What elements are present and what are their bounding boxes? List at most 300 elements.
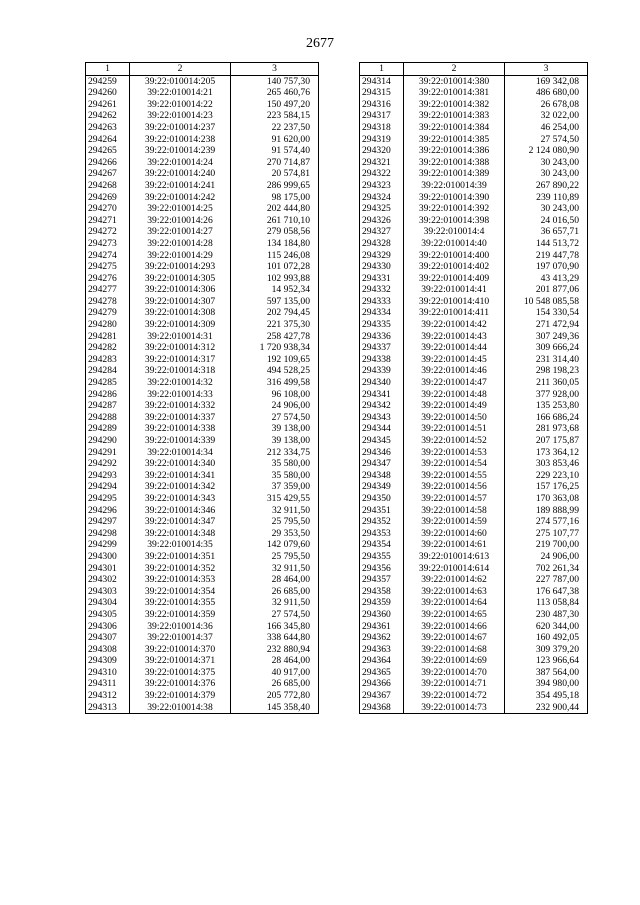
table-row <box>86 586 319 598</box>
table-row <box>360 365 588 377</box>
table-row <box>360 412 588 424</box>
cadastral-number: 39:22:010014:306 <box>130 284 231 296</box>
cadastral-value: 192 109,65 <box>231 354 319 366</box>
table-row <box>86 481 319 493</box>
table-row <box>86 134 319 146</box>
cadastral-number: 39:22:010014:240 <box>130 168 231 180</box>
table-row <box>360 423 588 435</box>
row-number: 294313 <box>86 702 130 714</box>
cadastral-number: 39:22:010014:354 <box>130 586 231 598</box>
row-number: 294290 <box>86 435 130 447</box>
row-number: 294286 <box>86 389 130 401</box>
table-row <box>360 110 588 122</box>
cadastral-value: 91 574,40 <box>231 145 319 157</box>
row-number: 294315 <box>360 87 404 99</box>
table-row <box>86 400 319 412</box>
cadastral-number: 39:22:010014:317 <box>130 354 231 366</box>
cadastral-number: 39:22:010014:63 <box>404 586 505 598</box>
cadastral-value: 26 685,00 <box>231 678 319 690</box>
cadastral-value: 1 720 938,34 <box>231 342 319 354</box>
row-number: 294265 <box>86 145 130 157</box>
cadastral-number: 39:22:010014:46 <box>404 365 505 377</box>
cadastral-value: 26 678,08 <box>505 99 588 111</box>
cadastral-number: 39:22:010014:59 <box>404 516 505 528</box>
table-row <box>360 354 588 366</box>
row-number: 294363 <box>360 644 404 656</box>
row-number: 294357 <box>360 574 404 586</box>
cadastral-number: 39:22:010014:389 <box>404 168 505 180</box>
table-row <box>360 435 588 447</box>
cadastral-value: 29 353,50 <box>231 528 319 540</box>
row-number: 294324 <box>360 192 404 204</box>
cadastral-number: 39:22:010014:60 <box>404 528 505 540</box>
cadastral-value: 338 644,80 <box>231 632 319 644</box>
cadastral-number: 39:22:010014:32 <box>130 377 231 389</box>
cadastral-value: 166 686,24 <box>505 412 588 424</box>
cadastral-number: 39:22:010014:307 <box>130 296 231 308</box>
table-row <box>360 342 588 354</box>
cadastral-value: 26 685,00 <box>231 586 319 598</box>
cadastral-number: 39:22:010014:28 <box>130 238 231 250</box>
cadastral-value: 40 917,00 <box>231 667 319 679</box>
table-row <box>360 609 588 621</box>
table-row <box>86 168 319 180</box>
row-number: 294348 <box>360 470 404 482</box>
cadastral-value: 30 243,00 <box>505 168 588 180</box>
cadastral-number: 39:22:010014:375 <box>130 667 231 679</box>
row-number: 294297 <box>86 516 130 528</box>
row-number: 294323 <box>360 180 404 192</box>
table-row <box>86 75 319 87</box>
row-number: 294344 <box>360 423 404 435</box>
cadastral-number: 39:22:010014:241 <box>130 180 231 192</box>
row-number: 294330 <box>360 261 404 273</box>
row-number: 294310 <box>86 667 130 679</box>
table-row <box>86 354 319 366</box>
cadastral-value: 169 342,08 <box>505 75 588 87</box>
table-row <box>360 678 588 690</box>
cadastral-number: 39:22:010014:305 <box>130 273 231 285</box>
table-row <box>360 168 588 180</box>
row-number: 294270 <box>86 203 130 215</box>
cadastral-number: 39:22:010014:4 <box>404 226 505 238</box>
row-number: 294303 <box>86 586 130 598</box>
cadastral-number: 39:22:010014:383 <box>404 110 505 122</box>
row-number: 294362 <box>360 632 404 644</box>
row-number: 294311 <box>86 678 130 690</box>
cadastral-value: 354 495,18 <box>505 690 588 702</box>
cadastral-number: 39:22:010014:24 <box>130 157 231 169</box>
table-row <box>86 377 319 389</box>
cadastral-number: 39:22:010014:47 <box>404 377 505 389</box>
cadastral-number: 39:22:010014:352 <box>130 563 231 575</box>
cadastral-value: 207 175,87 <box>505 435 588 447</box>
cadastral-number: 39:22:010014:57 <box>404 493 505 505</box>
row-number: 294275 <box>86 261 130 273</box>
table-row <box>360 574 588 586</box>
row-number: 294325 <box>360 203 404 215</box>
row-number: 294346 <box>360 447 404 459</box>
cadastral-value: 123 966,64 <box>505 655 588 667</box>
cadastral-value: 274 577,16 <box>505 516 588 528</box>
cadastral-number: 39:22:010014:68 <box>404 644 505 656</box>
table-row <box>360 215 588 227</box>
table-row <box>360 528 588 540</box>
row-number: 294314 <box>360 75 404 87</box>
cadastral-value: 101 072,28 <box>231 261 319 273</box>
cadastral-value: 221 375,30 <box>231 319 319 331</box>
table-row <box>360 307 588 319</box>
left-table <box>85 62 319 714</box>
cadastral-number: 39:22:010014:384 <box>404 122 505 134</box>
row-number: 294352 <box>360 516 404 528</box>
table-row <box>360 516 588 528</box>
row-number: 294349 <box>360 481 404 493</box>
table-row <box>360 226 588 238</box>
row-number: 294295 <box>86 493 130 505</box>
cadastral-number: 39:22:010014:402 <box>404 261 505 273</box>
row-number: 294367 <box>360 690 404 702</box>
table-row <box>360 667 588 679</box>
cadastral-value: 20 574,81 <box>231 168 319 180</box>
cadastral-number: 39:22:010014:40 <box>404 238 505 250</box>
table-row <box>86 505 319 517</box>
cadastral-value: 98 175,00 <box>231 192 319 204</box>
cadastral-number: 39:22:010014:359 <box>130 609 231 621</box>
row-number: 294335 <box>360 319 404 331</box>
cadastral-value: 219 700,00 <box>505 539 588 551</box>
cadastral-value: 28 464,00 <box>231 574 319 586</box>
table-row <box>86 215 319 227</box>
row-number: 294351 <box>360 505 404 517</box>
row-number: 294312 <box>86 690 130 702</box>
row-number: 294277 <box>86 284 130 296</box>
cadastral-number: 39:22:010014:37 <box>130 632 231 644</box>
table-row <box>360 539 588 551</box>
row-number: 294336 <box>360 331 404 343</box>
column-header: 2 <box>130 63 231 76</box>
cadastral-value: 170 363,08 <box>505 493 588 505</box>
row-number: 294320 <box>360 145 404 157</box>
cadastral-value: 10 548 085,58 <box>505 296 588 308</box>
table-row <box>360 203 588 215</box>
cadastral-value: 173 364,12 <box>505 447 588 459</box>
cadastral-number: 39:22:010014:64 <box>404 597 505 609</box>
cadastral-value: 160 492,05 <box>505 632 588 644</box>
row-number: 294327 <box>360 226 404 238</box>
row-number: 294333 <box>360 296 404 308</box>
cadastral-value: 494 528,25 <box>231 365 319 377</box>
cadastral-value: 309 379,20 <box>505 644 588 656</box>
cadastral-number: 39:22:010014:35 <box>130 539 231 551</box>
row-number: 294261 <box>86 99 130 111</box>
cadastral-value: 702 261,34 <box>505 563 588 575</box>
row-number: 294284 <box>86 365 130 377</box>
cadastral-number: 39:22:010014:58 <box>404 505 505 517</box>
cadastral-number: 39:22:010014:318 <box>130 365 231 377</box>
cadastral-number: 39:22:010014:69 <box>404 655 505 667</box>
table-row <box>86 516 319 528</box>
row-number: 294355 <box>360 551 404 563</box>
cadastral-value: 135 253,80 <box>505 400 588 412</box>
row-number: 294338 <box>360 354 404 366</box>
row-number: 294267 <box>86 168 130 180</box>
table-row <box>86 99 319 111</box>
row-number: 294350 <box>360 493 404 505</box>
cadastral-value: 315 429,55 <box>231 493 319 505</box>
cadastral-value: 270 714,87 <box>231 157 319 169</box>
cadastral-value: 14 952,34 <box>231 284 319 296</box>
cadastral-value: 96 108,00 <box>231 389 319 401</box>
table-row <box>86 632 319 644</box>
row-number: 294282 <box>86 342 130 354</box>
row-number: 294268 <box>86 180 130 192</box>
cadastral-value: 25 795,50 <box>231 516 319 528</box>
cadastral-number: 39:22:010014:371 <box>130 655 231 667</box>
table-row <box>360 157 588 169</box>
cadastral-value: 258 427,78 <box>231 331 319 343</box>
table-row <box>86 690 319 702</box>
cadastral-number: 39:22:010014:312 <box>130 342 231 354</box>
table-row <box>86 458 319 470</box>
row-number: 294281 <box>86 331 130 343</box>
row-number: 294354 <box>360 539 404 551</box>
table-row <box>86 435 319 447</box>
row-number: 294287 <box>86 400 130 412</box>
cadastral-number: 39:22:010014:379 <box>130 690 231 702</box>
row-number: 294294 <box>86 481 130 493</box>
cadastral-number: 39:22:010014:61 <box>404 539 505 551</box>
cadastral-number: 39:22:010014:71 <box>404 678 505 690</box>
table-row <box>86 667 319 679</box>
cadastral-number: 39:22:010014:72 <box>404 690 505 702</box>
row-number: 294321 <box>360 157 404 169</box>
table-row <box>86 574 319 586</box>
row-number: 294342 <box>360 400 404 412</box>
cadastral-value: 102 993,88 <box>231 273 319 285</box>
cadastral-value: 142 079,60 <box>231 539 319 551</box>
cadastral-number: 39:22:010014:38 <box>130 702 231 714</box>
table-row <box>360 192 588 204</box>
cadastral-number: 39:22:010014:332 <box>130 400 231 412</box>
cadastral-value: 223 584,15 <box>231 110 319 122</box>
cadastral-value: 227 787,00 <box>505 574 588 586</box>
cadastral-value: 231 314,40 <box>505 354 588 366</box>
cadastral-number: 39:22:010014:385 <box>404 134 505 146</box>
cadastral-value: 205 772,80 <box>231 690 319 702</box>
cadastral-value: 145 358,40 <box>231 702 319 714</box>
cadastral-value: 271 472,94 <box>505 319 588 331</box>
table-row <box>86 389 319 401</box>
table-row <box>86 307 319 319</box>
row-number: 294318 <box>360 122 404 134</box>
column-header: 2 <box>404 63 505 76</box>
row-number: 294308 <box>86 644 130 656</box>
cadastral-number: 39:22:010014:26 <box>130 215 231 227</box>
table-row <box>360 493 588 505</box>
cadastral-value: 36 657,71 <box>505 226 588 238</box>
cadastral-value: 387 564,00 <box>505 667 588 679</box>
cadastral-number: 39:22:010014:39 <box>404 180 505 192</box>
table-row <box>360 632 588 644</box>
row-number: 294291 <box>86 447 130 459</box>
cadastral-number: 39:22:010014:376 <box>130 678 231 690</box>
row-number: 294262 <box>86 110 130 122</box>
row-number: 294260 <box>86 87 130 99</box>
row-number: 294293 <box>86 470 130 482</box>
row-number: 294326 <box>360 215 404 227</box>
table-row <box>360 655 588 667</box>
row-number: 294365 <box>360 667 404 679</box>
cadastral-value: 394 980,00 <box>505 678 588 690</box>
table-row <box>360 296 588 308</box>
cadastral-value: 28 464,00 <box>231 655 319 667</box>
table-row <box>86 493 319 505</box>
cadastral-number: 39:22:010014:239 <box>130 145 231 157</box>
table-row <box>86 261 319 273</box>
row-number: 294341 <box>360 389 404 401</box>
table-row <box>360 505 588 517</box>
row-number: 294364 <box>360 655 404 667</box>
table-row <box>86 145 319 157</box>
cadastral-number: 39:22:010014:73 <box>404 702 505 714</box>
row-number: 294329 <box>360 250 404 262</box>
row-number: 294273 <box>86 238 130 250</box>
cadastral-value: 230 487,30 <box>505 609 588 621</box>
cadastral-number: 39:22:010014:398 <box>404 215 505 227</box>
table-row <box>360 621 588 633</box>
cadastral-value: 265 460,76 <box>231 87 319 99</box>
row-number: 294304 <box>86 597 130 609</box>
cadastral-value: 232 900,44 <box>505 702 588 714</box>
row-number: 294358 <box>360 586 404 598</box>
cadastral-value: 275 107,77 <box>505 528 588 540</box>
table-row <box>86 644 319 656</box>
table-row <box>360 122 588 134</box>
row-number: 294276 <box>86 273 130 285</box>
table-row <box>360 180 588 192</box>
cadastral-value: 35 580,00 <box>231 470 319 482</box>
cadastral-number: 39:22:010014:339 <box>130 435 231 447</box>
cadastral-value: 25 795,50 <box>231 551 319 563</box>
cadastral-value: 202 794,45 <box>231 307 319 319</box>
cadastral-value: 189 888,99 <box>505 505 588 517</box>
cadastral-value: 30 243,00 <box>505 157 588 169</box>
cadastral-number: 39:22:010014:67 <box>404 632 505 644</box>
right-table-body <box>360 63 588 714</box>
table-row <box>360 400 588 412</box>
row-number: 294264 <box>86 134 130 146</box>
header-row <box>360 63 588 76</box>
cadastral-value: 267 890,22 <box>505 180 588 192</box>
cadastral-value: 154 330,54 <box>505 307 588 319</box>
cadastral-number: 39:22:010014:65 <box>404 609 505 621</box>
row-number: 294309 <box>86 655 130 667</box>
table-row <box>86 563 319 575</box>
cadastral-value: 32 911,50 <box>231 563 319 575</box>
cadastral-value: 32 911,50 <box>231 597 319 609</box>
cadastral-value: 39 138,00 <box>231 423 319 435</box>
cadastral-number: 39:22:010014:613 <box>404 551 505 563</box>
row-number: 294259 <box>86 75 130 87</box>
cadastral-number: 39:22:010014:355 <box>130 597 231 609</box>
row-number: 294353 <box>360 528 404 540</box>
row-number: 294331 <box>360 273 404 285</box>
cadastral-value: 239 110,89 <box>505 192 588 204</box>
cadastral-value: 43 413,29 <box>505 273 588 285</box>
column-header: 3 <box>505 63 588 76</box>
cadastral-number: 39:22:010014:56 <box>404 481 505 493</box>
cadastral-value: 46 254,00 <box>505 122 588 134</box>
cadastral-value: 91 620,00 <box>231 134 319 146</box>
cadastral-value: 24 906,00 <box>231 400 319 412</box>
table-row <box>86 597 319 609</box>
cadastral-value: 140 757,30 <box>231 75 319 87</box>
cadastral-number: 39:22:010014:409 <box>404 273 505 285</box>
cadastral-value: 150 497,20 <box>231 99 319 111</box>
row-number: 294306 <box>86 621 130 633</box>
table-row <box>86 528 319 540</box>
cadastral-value: 166 345,80 <box>231 621 319 633</box>
cadastral-number: 39:22:010014:390 <box>404 192 505 204</box>
table-row <box>86 342 319 354</box>
cadastral-number: 39:22:010014:31 <box>130 331 231 343</box>
cadastral-number: 39:22:010014:614 <box>404 563 505 575</box>
cadastral-number: 39:22:010014:42 <box>404 319 505 331</box>
cadastral-number: 39:22:010014:309 <box>130 319 231 331</box>
row-number: 294322 <box>360 168 404 180</box>
row-number: 294288 <box>86 412 130 424</box>
cadastral-value: 134 184,80 <box>231 238 319 250</box>
table-row <box>86 551 319 563</box>
row-number: 294328 <box>360 238 404 250</box>
table-row <box>360 273 588 285</box>
table-row <box>86 331 319 343</box>
table-row <box>360 75 588 87</box>
cadastral-value: 32 911,50 <box>231 505 319 517</box>
row-number: 294299 <box>86 539 130 551</box>
cadastral-value: 229 223,10 <box>505 470 588 482</box>
cadastral-number: 39:22:010014:36 <box>130 621 231 633</box>
cadastral-value: 597 135,00 <box>231 296 319 308</box>
table-row <box>86 122 319 134</box>
cadastral-number: 39:22:010014:382 <box>404 99 505 111</box>
cadastral-number: 39:22:010014:25 <box>130 203 231 215</box>
row-number: 294360 <box>360 609 404 621</box>
cadastral-number: 39:22:010014:52 <box>404 435 505 447</box>
row-number: 294361 <box>360 621 404 633</box>
cadastral-value: 27 574,50 <box>231 412 319 424</box>
cadastral-number: 39:22:010014:392 <box>404 203 505 215</box>
table-row <box>360 586 588 598</box>
cadastral-number: 39:22:010014:388 <box>404 157 505 169</box>
cadastral-number: 39:22:010014:23 <box>130 110 231 122</box>
cadastral-number: 39:22:010014:51 <box>404 423 505 435</box>
cadastral-number: 39:22:010014:381 <box>404 87 505 99</box>
row-number: 294337 <box>360 342 404 354</box>
table-row <box>86 365 319 377</box>
table-row <box>360 690 588 702</box>
row-number: 294292 <box>86 458 130 470</box>
table-row <box>86 412 319 424</box>
table-row <box>86 273 319 285</box>
cadastral-number: 39:22:010014:338 <box>130 423 231 435</box>
cadastral-number: 39:22:010014:342 <box>130 481 231 493</box>
cadastral-number: 39:22:010014:242 <box>130 192 231 204</box>
row-number: 294319 <box>360 134 404 146</box>
cadastral-value: 39 138,00 <box>231 435 319 447</box>
table-row <box>360 702 588 714</box>
